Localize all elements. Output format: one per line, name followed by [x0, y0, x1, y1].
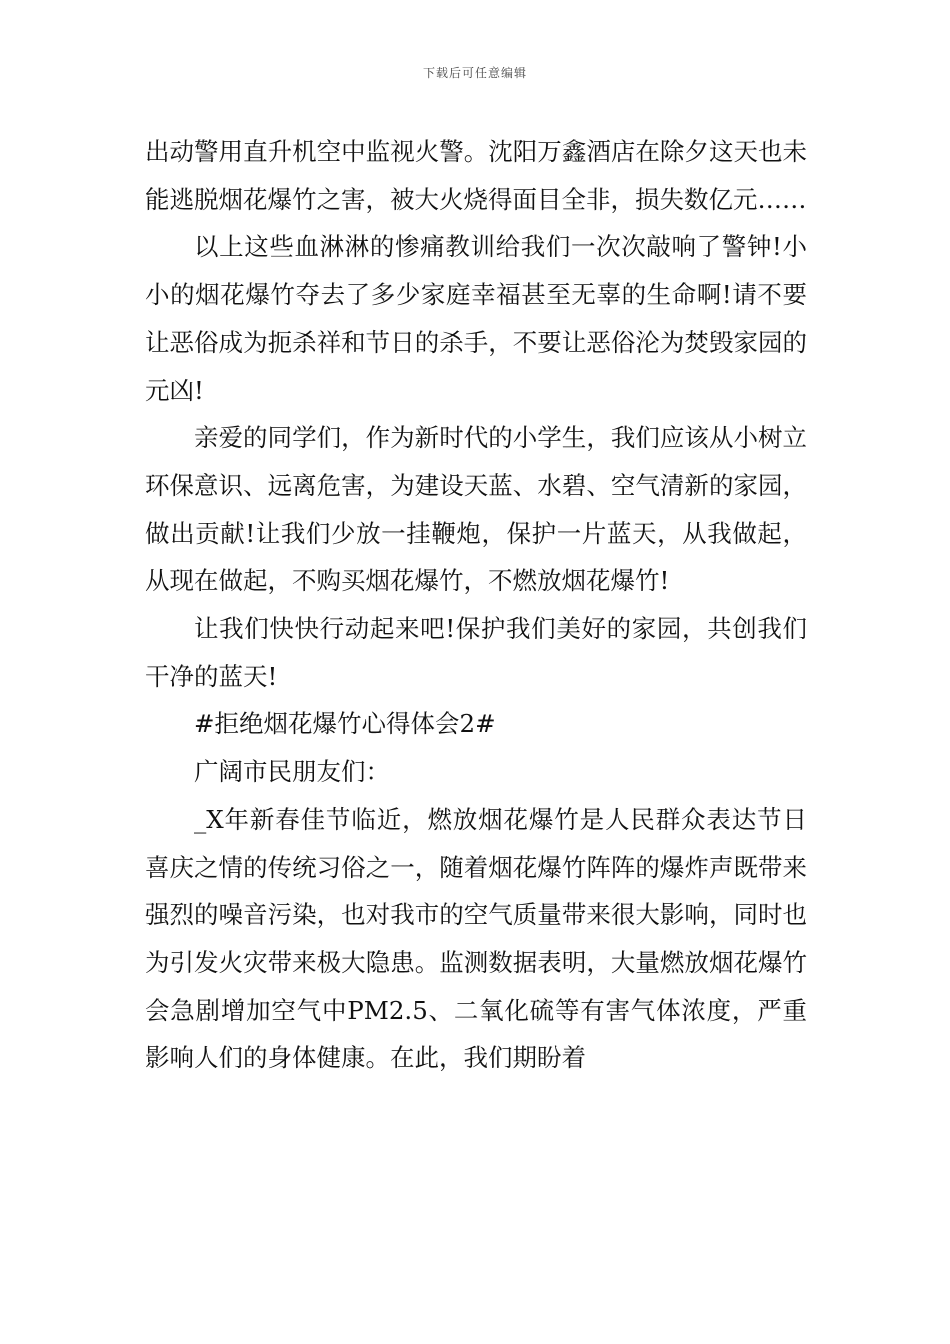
document-body: [145, 128, 807, 1082]
section-heading: #拒绝烟花爆竹心得体会2#: [194, 709, 496, 739]
paragraph-action: 让我们快快行动起来吧!保护我们美好的家园，共创我们干净的蓝天!: [145, 614, 807, 691]
paragraph-students: 亲爱的同学们，作为新时代的小学生，我们应该从小树立环保意识、远离危害，为建设天蓝、水碧、空气清新的家园，做出贡献!让我们少放一挂鞭炮，保护一片蓝天，从我做起，从现在做起，不购买烟花爆竹，不燃放烟花爆竹!: [145, 423, 807, 596]
paragraph-new-year: _X年新春佳节临近，燃放烟花爆竹是人民群众表达节日喜庆之情的传统习俗之一，随着烟花爆竹阵阵的爆炸声既带来强烈的噪音污染，也对我市的空气质量带来很大影响，同时也为引发火灾带来极大隐患。监测数据表明，大量燃放烟花爆竹会急剧增加空气中PM2.5、二氧化硫等有害气体浓度，严重影响人们的身体健康。在此，我们期盼着: [145, 804, 807, 1073]
page-header: 下载后可任意编辑: [422, 66, 527, 80]
paragraph-continuation: 出动警用直升机空中监视火警。沈阳万鑫酒店在除夕这天也未能逃脱烟花爆竹之害，被大火烧得面目全非，损失数亿元……: [145, 137, 807, 214]
salutation: 广阔市民朋友们：: [194, 757, 390, 787]
paragraph-warning: 以上这些血淋淋的惨痛教训给我们一次次敲响了警钟!小小的烟花爆竹夺去了多少家庭幸福甚至无辜的生命啊!请不要让恶俗成为扼杀祥和节日的杀手，不要让恶俗沦为焚毁家园的元凶!: [145, 232, 807, 405]
